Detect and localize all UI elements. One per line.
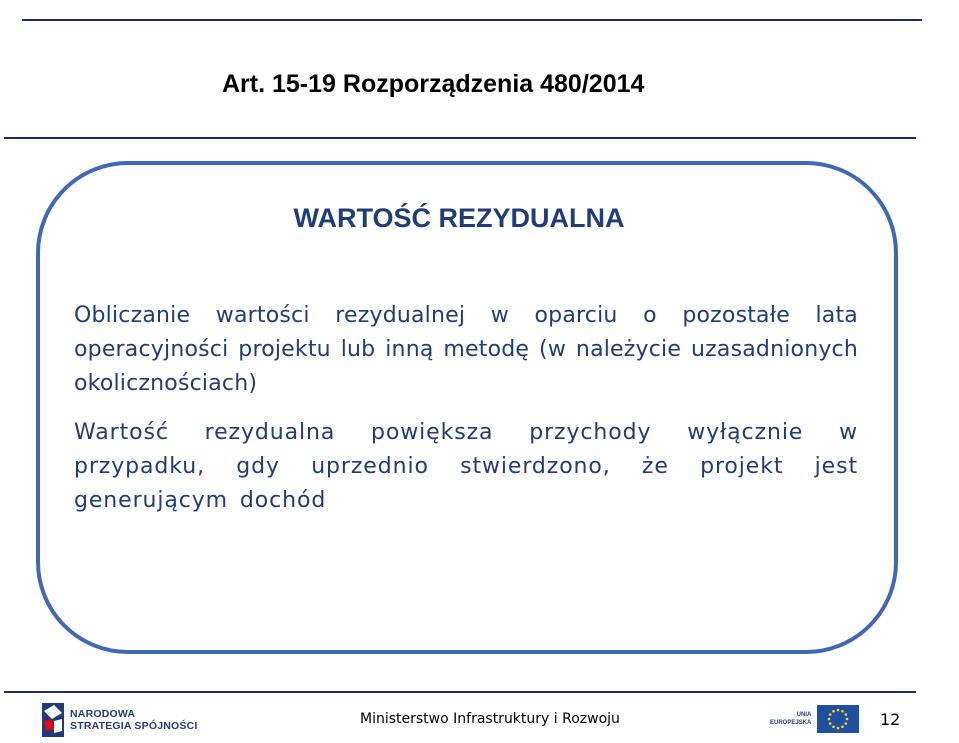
page-number: 12 bbox=[880, 710, 901, 729]
eu-logo-text bbox=[770, 711, 811, 727]
eu-logo-line1: UNIA bbox=[796, 712, 812, 718]
footer-rule bbox=[4, 691, 916, 693]
nss-logo-text bbox=[70, 708, 197, 732]
nss-logo-line1: NARODOWA bbox=[70, 708, 136, 720]
eu-flag-icon bbox=[817, 705, 859, 733]
nss-emblem-icon bbox=[40, 701, 66, 739]
nss-logo-line2: STRATEGIA SPÓJNOŚCI bbox=[70, 720, 198, 732]
paragraph-residual-calculation: Obliczanie wartości rezydualnej w oparciu o pozostałe lata operacyjności projektu lub inną metodę (w należycie uzasadnionych okolicznościach) bbox=[74, 303, 858, 396]
paragraph-residual-revenue: Wartość rezydualna powiększa przychody wyłącznie w przypadku, gdy uprzednio stwierdzono, że projekt jest generującym dochód bbox=[74, 420, 858, 513]
nss-logo bbox=[40, 700, 197, 740]
content-panel bbox=[36, 161, 898, 654]
eu-logo bbox=[770, 705, 859, 733]
panel-heading: WARTOŚĆ REZYDUALNA bbox=[293, 203, 625, 233]
slide-title: Art. 15-19 Rozporządzenia 480/2014 bbox=[222, 70, 645, 98]
ministry-name: Ministerstwo Infrastruktury i Rozwoju bbox=[360, 711, 620, 727]
title-underline-rule bbox=[4, 137, 916, 139]
top-rule bbox=[22, 19, 922, 21]
eu-logo-line2: EUROPEJSKA bbox=[770, 720, 812, 726]
